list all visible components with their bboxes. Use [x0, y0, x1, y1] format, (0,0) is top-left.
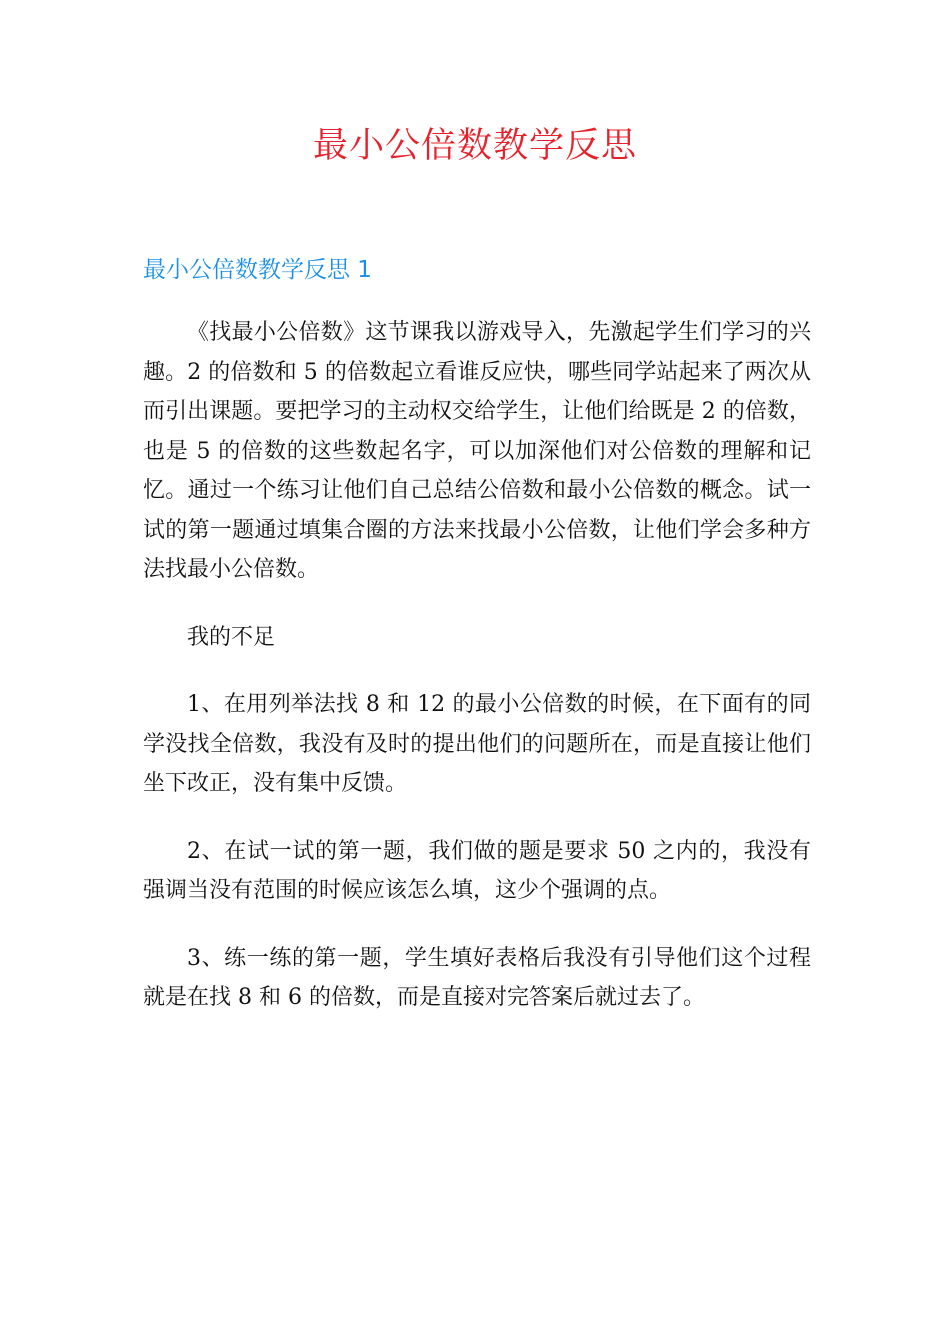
paragraph-point-3: 3、练一练的第一题，学生填好表格后我没有引导他们这个过程就是在找 8 和 6 的倍数，而是直接对完答案后就过去了。	[143, 945, 811, 1010]
paragraph-point-2: 2、在试一试的第一题，我们做的题是要求 50 之内的，我没有强调当没有范围的时候应该怎么填，这少个强调的点。	[143, 838, 811, 903]
paragraph-shortcomings-label: 我的不足	[187, 624, 276, 650]
paragraph-point-1: 1、在用列举法找 8 和 12 的最小公倍数的时候，在下面有的同学没找全倍数，我没有及时的提出他们的问题所在，而是直接让他们坐下改正，没有集中反馈。	[143, 692, 811, 796]
document-title: 最小公倍数教学反思	[312, 126, 637, 166]
section-heading: 最小公倍数教学反思 1	[143, 257, 372, 283]
document-body	[143, 313, 811, 1046]
paragraph-intro: 《找最小公倍数》这节课我以游戏导入，先激起学生们学习的兴趣。2 的倍数和 5 的倍数起立看谁反应快，哪些同学站起来了两次从而引出课题。要把学习的主动权交给学生，让他们给既是 2 的倍数，也是 5 的倍数的这些数起名字，可以加深他们对公倍数的理解和记忆。通过一个练习让他们自己总结公倍数和最小公倍数的概念。试一试的第一题通过填集合圈的方法来找最小公倍数，让他们学会多种方法找最小公倍数。	[143, 320, 811, 582]
